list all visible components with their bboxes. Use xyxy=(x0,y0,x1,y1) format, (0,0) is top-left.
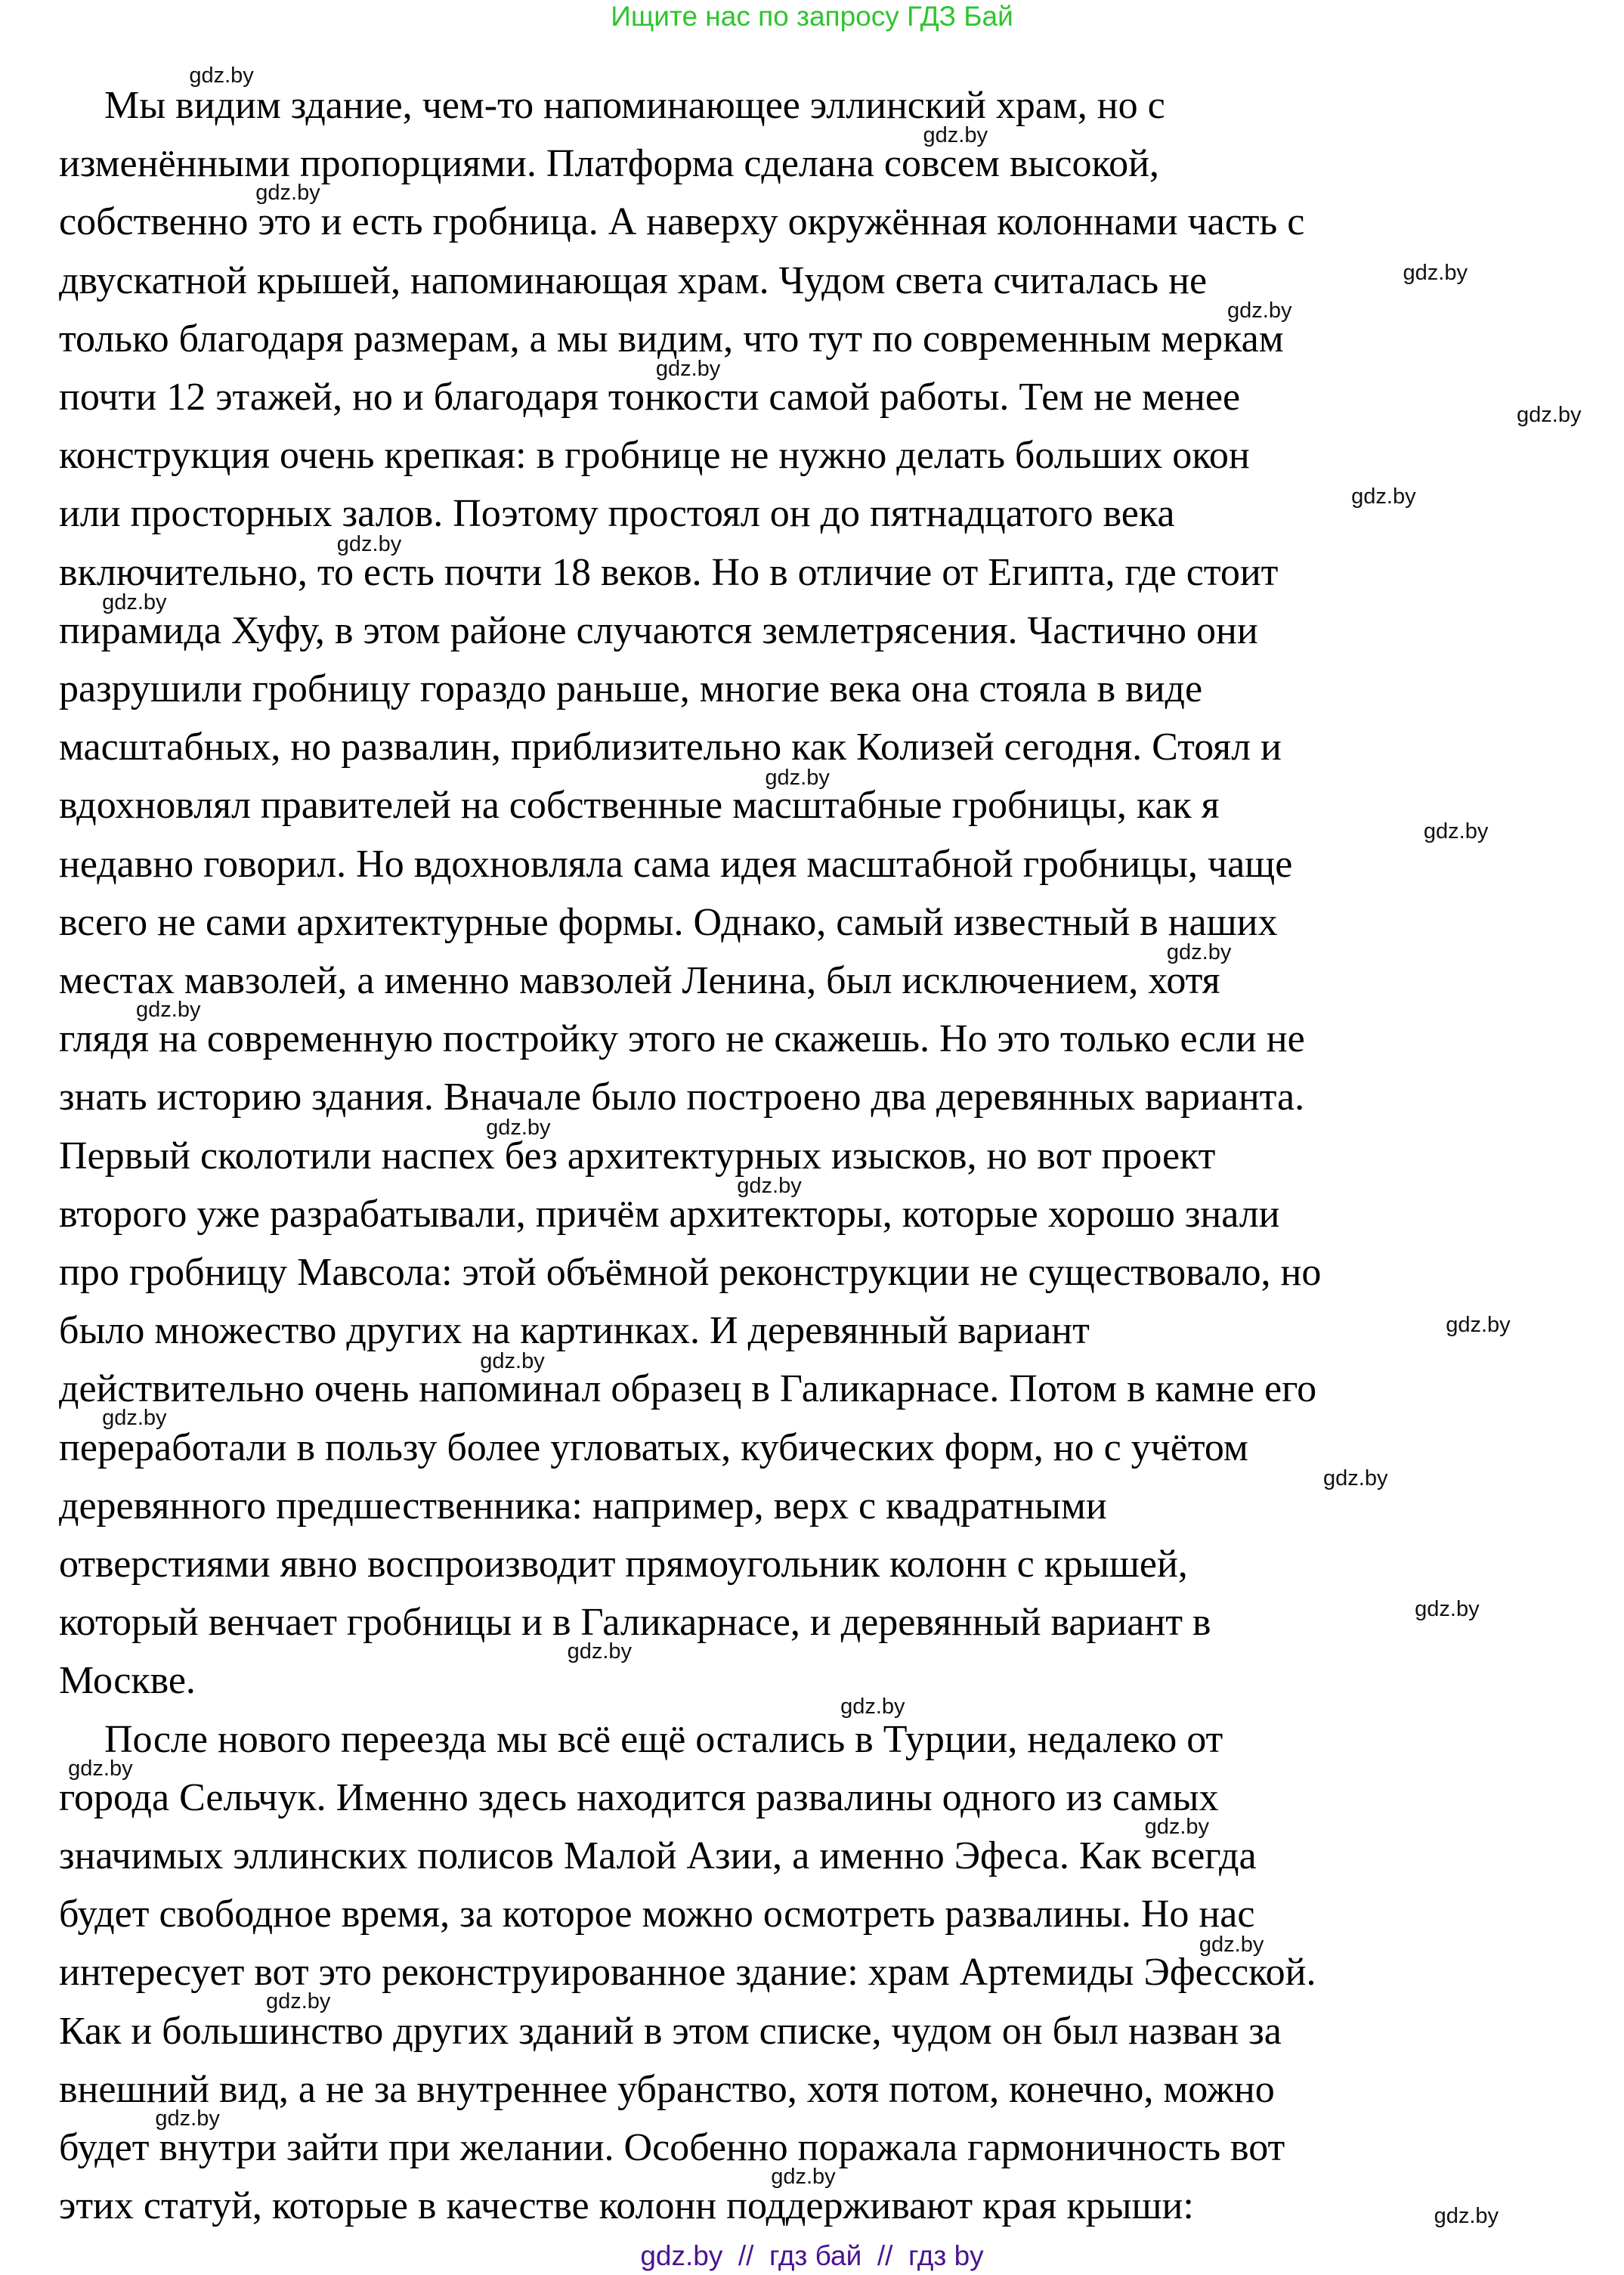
watermark-text: gdz.by xyxy=(1144,1815,1210,1840)
watermark-text: gdz.by xyxy=(102,590,167,614)
watermark-text: gdz.by xyxy=(771,2165,836,2189)
watermark-text: gdz.by xyxy=(189,63,254,88)
text-line: конструкция очень крепкая: в гробнице не нужно делать больших окон xyxy=(59,434,1250,478)
text-line: почти 12 этажей, но и благодаря тонкости самой работы. Тем не менее xyxy=(59,376,1241,419)
text-line: только благодаря размерам, а мы видим, что тут по современным меркам xyxy=(59,317,1284,361)
watermark-text: gdz.by xyxy=(1166,939,1232,964)
text-line: недавно говорил. Но вдохновляла сама идея масштабной гробницы, чаще xyxy=(59,842,1293,886)
text-line: отверстиями явно воспроизводит прямоугольник колонн с крышей, xyxy=(59,1543,1188,1586)
text-line: или просторных залов. Поэтому простоял он до пятнадцатого века xyxy=(59,492,1175,536)
text-line: изменёнными пропорциями. Платформа сделана совсем высокой, xyxy=(59,142,1159,186)
text-line: который венчает гробницы и в Галикарнасе, и деревянный вариант в xyxy=(59,1601,1211,1645)
text-line: этих статуй, которые в качестве колонн поддерживают края крыши: xyxy=(59,2184,1194,2228)
watermark-text: gdz.by xyxy=(1323,1466,1388,1491)
text-line: деревянного предшественника: например, верх с квадратными xyxy=(59,1484,1107,1528)
watermark-text: gdz.by xyxy=(1227,298,1292,323)
watermark-text: gdz.by xyxy=(737,1173,802,1198)
watermark-text: gdz.by xyxy=(1351,484,1416,509)
text-line: второго уже разрабатывали, причём архитекторы, которые хорошо знали xyxy=(59,1192,1280,1236)
text-line: разрушили гробницу гораздо раньше, многие века она стояла в виде xyxy=(59,667,1203,710)
watermark-text: gdz.by xyxy=(1199,1932,1264,1957)
text-line: Москве. xyxy=(59,1659,196,1703)
watermark-text: gdz.by xyxy=(1423,819,1489,844)
text-line: местах мавзолей, а именно мавзолей Ленина, был исключением, хотя xyxy=(59,959,1220,1002)
watermark-text: gdz.by xyxy=(840,1694,905,1719)
text-line: двускатной крышей, напоминающая храм. Чудом света считалась не xyxy=(59,258,1208,302)
text-line: собственно это и есть гробница. А наверху окружённая колоннами часть с xyxy=(59,200,1305,244)
watermark-text: gdz.by xyxy=(1403,260,1468,285)
text-line: пирамида Хуфу, в этом районе случаются землетрясения. Частично они xyxy=(59,608,1258,652)
watermark-text: gdz.by xyxy=(480,1348,545,1373)
text-line: значимых эллинских полисов Малой Азии, а именно Эфеса. Как всегда xyxy=(59,1834,1257,1877)
text-line: переработали в пользу более угловатых, кубических форм, но с учётом xyxy=(59,1425,1248,1469)
watermark-text: gdz.by xyxy=(1446,1312,1511,1337)
watermark-text: gdz.by xyxy=(923,122,988,147)
watermark-text: gdz.by xyxy=(1434,2203,1499,2228)
watermark-text: gdz.by xyxy=(336,532,402,556)
watermark-text: gdz.by xyxy=(265,1989,331,2013)
watermark-text: gdz.by xyxy=(68,1757,133,1781)
text-line: было множество других на картинках. И деревянный вариант xyxy=(59,1309,1090,1353)
text-line: действительно очень напоминал образец в Галикарнасе. Потом в камне его xyxy=(59,1367,1317,1411)
watermark-text: gdz.by xyxy=(655,356,721,381)
text-line: глядя на современную постройку этого не скажешь. Но это только если не xyxy=(59,1017,1305,1061)
text-line: вдохновлял правителей на собственные масштабные гробницы, как я xyxy=(59,784,1220,828)
text-line: Как и большинство других зданий в этом списке, чудом он был назван за xyxy=(59,2009,1282,2053)
search-hint-header: Ищите нас по запросу ГДЗ Бай xyxy=(611,1,1013,32)
watermark-text: gdz.by xyxy=(567,1639,633,1664)
text-line: внешний вид, а не за внутреннее убранство, хотя потом, конечно, можно xyxy=(59,2067,1275,2111)
watermark-text: gdz.by xyxy=(102,1405,167,1430)
text-line: Первый сколотили наспех без архитектурных изысков, но вот проект xyxy=(59,1134,1216,1178)
watermark-text: gdz.by xyxy=(255,181,320,206)
text-line: всего не сами архитектурные формы. Однако, самый известный в наших xyxy=(59,900,1278,944)
watermark-text: gdz.by xyxy=(155,2106,220,2131)
watermark-text: gdz.by xyxy=(486,1115,551,1140)
text-line: города Сельчук. Именно здесь находится развалины одного из самых xyxy=(59,1775,1219,1819)
text-line: будет внутри зайти при желании. Особенно поражала гармоничность вот xyxy=(59,2126,1285,2169)
text-line: Мы видим здание, чем-то напоминающее эллинский храм, но с xyxy=(104,84,1165,127)
watermark-text: gdz.by xyxy=(1415,1597,1480,1622)
footer-links: gdz.by // гдз бай // гдз by xyxy=(640,2240,984,2271)
text-line: интересует вот это реконструированное здание: храм Артемиды Эфесской. xyxy=(59,1951,1316,1995)
watermark-text: gdz.by xyxy=(1517,403,1582,428)
text-line: про гробницу Мавсола: этой объёмной реконструкции не существовало, но xyxy=(59,1251,1322,1294)
watermark-text: gdz.by xyxy=(136,998,201,1023)
text-line: После нового переезда мы всё ещё остались в Турции, недалеко от xyxy=(104,1717,1223,1761)
text-line: будет свободное время, за которое можно осмотреть развалины. Но нас xyxy=(59,1893,1255,1936)
text-line: знать историю здания. Вначале было построено два деревянных варианта. xyxy=(59,1076,1305,1119)
text-line: включительно, то есть почти 18 веков. Но в отличие от Египта, где стоит xyxy=(59,550,1279,594)
text-line: масштабных, но развалин, приблизительно как Колизей сегодня. Стоял и xyxy=(59,726,1282,769)
watermark-text: gdz.by xyxy=(765,766,830,791)
